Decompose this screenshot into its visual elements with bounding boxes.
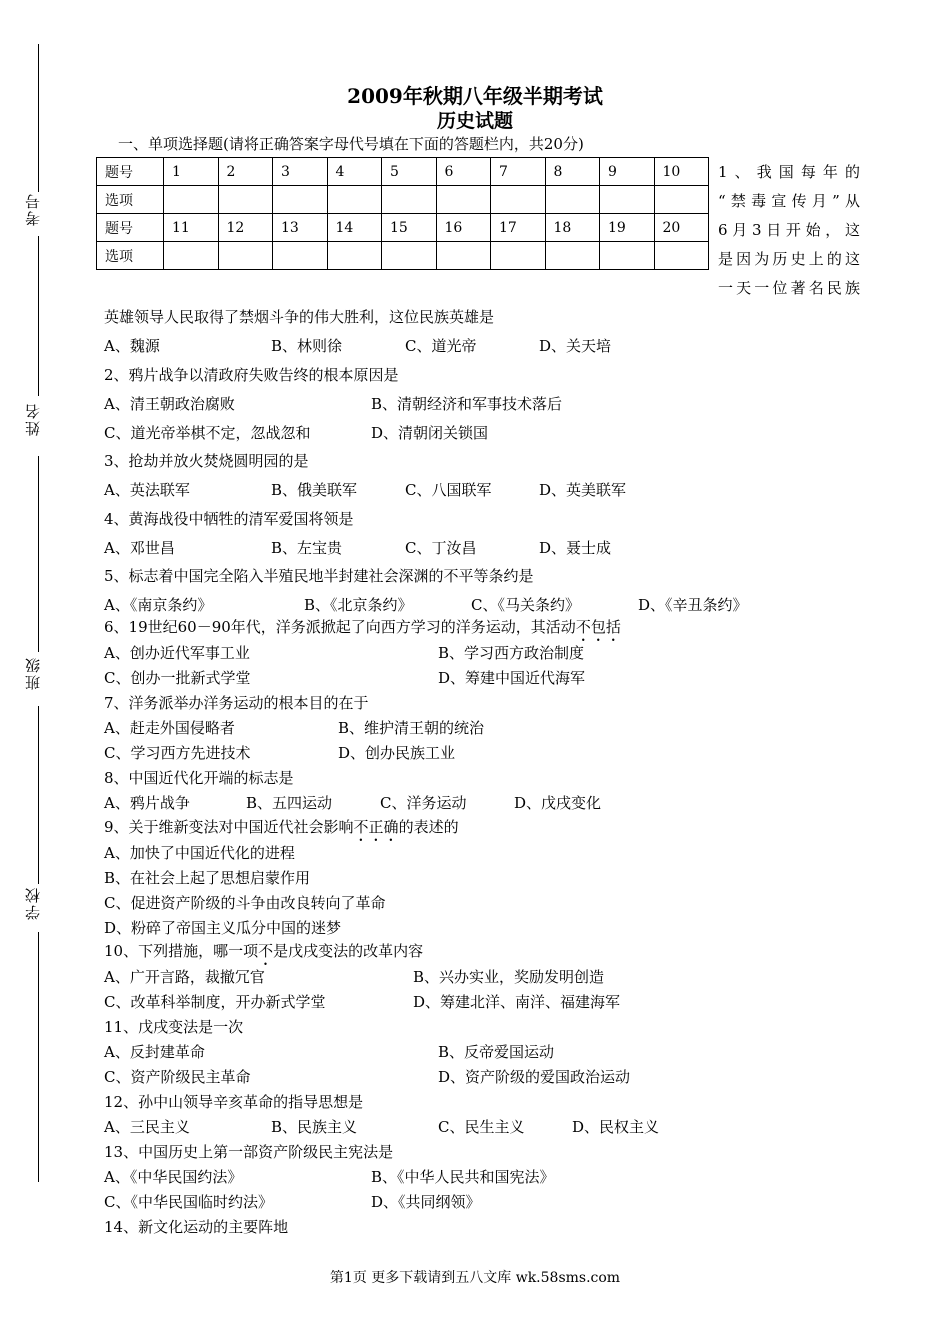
option: A、赶走外国侵略者 — [104, 719, 235, 737]
option: C、资产阶级民主革命 — [104, 1068, 251, 1086]
question-number-cell: 18 — [545, 214, 600, 242]
emphasis-text: 不 — [258, 942, 274, 960]
option: C、道光帝举棋不定，忽战忽和 — [104, 424, 311, 442]
question-10-stem — [104, 940, 423, 969]
exam-title: 2009年秋期八年级半期考试 — [347, 84, 603, 108]
text-line: 一天一位著名民族 — [718, 279, 860, 297]
text-line: 1、我国每年的 — [718, 163, 860, 181]
option: D、资产阶级的爱国政治运动 — [438, 1068, 631, 1086]
text-line: 6月3日开始，这 — [718, 221, 860, 239]
question-7-stem: 7、洋务派举办洋务运动的根本目的在于 — [104, 694, 369, 712]
answer-cell[interactable] — [545, 186, 600, 214]
question-number-cell: 3 — [273, 158, 328, 186]
option: B、俄美联军 — [271, 481, 358, 499]
question-1-side-text — [718, 158, 860, 303]
answer-cell[interactable] — [436, 186, 491, 214]
question-number-header: 题号 — [97, 214, 164, 242]
question-number-cell: 10 — [654, 158, 709, 186]
option: B、清朝经济和军事技术落后 — [371, 395, 563, 413]
option: D、关天培 — [539, 337, 612, 355]
option: C、八国联军 — [405, 481, 492, 499]
question-4-stem: 4、黄海战役中牺牲的清军爱国将领是 — [104, 510, 354, 528]
answer-cell[interactable] — [218, 242, 273, 270]
table-row — [97, 214, 709, 242]
answer-cell[interactable] — [491, 242, 546, 270]
question-11-stem: 11、戊戌变法是一次 — [104, 1018, 244, 1036]
text-line: 是因为历史上的这 — [718, 250, 860, 268]
question-number-cell: 16 — [436, 214, 491, 242]
answer-cell[interactable] — [382, 242, 437, 270]
option: B、《北京条约》 — [304, 596, 413, 614]
option: D、聂士成 — [539, 539, 612, 557]
exam-number-label: 考号 — [24, 192, 42, 226]
binding-line-1 — [38, 236, 39, 396]
question-6-stem — [104, 616, 621, 645]
answer-cell[interactable] — [600, 186, 655, 214]
question-12-stem: 12、孙中山领导辛亥革命的指导思想是 — [104, 1093, 364, 1111]
question-number-cell: 1 — [164, 158, 219, 186]
answer-table — [96, 157, 709, 270]
option: B、《中华人民共和国宪法》 — [371, 1168, 555, 1186]
answer-cell[interactable] — [164, 186, 219, 214]
option: C、丁汝昌 — [405, 539, 477, 557]
question-number-cell: 8 — [545, 158, 600, 186]
answer-choice-header: 选项 — [97, 186, 164, 214]
question-number-header: 题号 — [97, 158, 164, 186]
answer-cell[interactable] — [436, 242, 491, 270]
option: C、洋务运动 — [380, 794, 467, 812]
option: B、林则徐 — [271, 337, 343, 355]
exam-subtitle: 历史试题 — [436, 110, 513, 132]
page-footer: 第1页 更多下载请到五八文库 wk.58sms.com — [329, 1270, 621, 1286]
option: D、《辛丑条约》 — [638, 596, 748, 614]
option: A、魏源 — [104, 337, 160, 355]
question-number-cell: 13 — [273, 214, 328, 242]
binding-line-3 — [38, 706, 39, 884]
option: B、维护清王朝的统治 — [338, 719, 485, 737]
question-13-stem: 13、中国历史上第一部资产阶级民主宪法是 — [104, 1143, 394, 1161]
question-2-stem: 2、鸦片战争以清政府失败告终的根本原因是 — [104, 366, 399, 384]
table-row — [97, 242, 709, 270]
option: B、在社会上起了思想启蒙作用 — [104, 869, 311, 887]
question-8-stem: 8、中国近代化开端的标志是 — [104, 769, 294, 787]
option: A、三民主义 — [104, 1118, 190, 1136]
option: B、反帝爱国运动 — [438, 1043, 555, 1061]
binding-line-2 — [38, 456, 39, 652]
option: C、促进资产阶级的斗争由改良转向了革命 — [104, 894, 386, 912]
answer-choice-header: 选项 — [97, 242, 164, 270]
answer-cell[interactable] — [327, 186, 382, 214]
option: B、民族主义 — [271, 1118, 358, 1136]
option: C、创办一批新式学堂 — [104, 669, 251, 687]
option: B、五四运动 — [246, 794, 333, 812]
answer-cell[interactable] — [218, 186, 273, 214]
answer-cell[interactable] — [327, 242, 382, 270]
option: D、民权主义 — [572, 1118, 660, 1136]
option: A、《南京条约》 — [104, 596, 213, 614]
option: D、筹建北洋、南洋、福建海军 — [413, 993, 621, 1011]
emphasis-text: 不正确 — [353, 818, 399, 836]
stem-text: 9、关于维新变法对中国近代社会影响 — [104, 818, 354, 836]
answer-cell[interactable] — [654, 186, 709, 214]
option: D、粉碎了帝国主义瓜分中国的迷梦 — [104, 919, 342, 937]
option: A、英法联军 — [104, 481, 190, 499]
table-row — [97, 186, 709, 214]
option: C、民生主义 — [438, 1118, 525, 1136]
emphasis-text: 不包括 — [575, 618, 621, 636]
option: C、学习西方先进技术 — [104, 744, 251, 762]
option: B、兴办实业，奖励发明创造 — [413, 968, 605, 986]
option: A、邓世昌 — [104, 539, 175, 557]
answer-cell[interactable] — [600, 242, 655, 270]
stem-text: 是戊戌变法的改革内容 — [273, 942, 424, 960]
question-number-cell: 9 — [600, 158, 655, 186]
question-14-stem: 14、新文化运动的主要阵地 — [104, 1218, 289, 1236]
option: D、《共同纲领》 — [371, 1193, 481, 1211]
option: A、加快了中国近代化的进程 — [104, 844, 295, 862]
option: A、清王朝政治腐败 — [104, 395, 235, 413]
question-number-cell: 17 — [491, 214, 546, 242]
option: D、英美联军 — [539, 481, 627, 499]
option: C、《马关条约》 — [471, 596, 580, 614]
class-label: 班级 — [24, 656, 42, 690]
option: C、改革科举制度，开办新式学堂 — [104, 993, 326, 1011]
question-number-cell: 4 — [327, 158, 382, 186]
option: B、左宝贵 — [271, 539, 343, 557]
question-number-cell: 19 — [600, 214, 655, 242]
option: D、创办民族工业 — [338, 744, 456, 762]
answer-cell[interactable] — [654, 242, 709, 270]
question-3-stem: 3、抢劫并放火焚烧圆明园的是 — [104, 452, 309, 470]
option: A、《中华民国约法》 — [104, 1168, 243, 1186]
stem-text: 10、下列措施，哪一项 — [104, 942, 259, 960]
option: A、鸦片战争 — [104, 794, 190, 812]
question-number-cell: 20 — [654, 214, 709, 242]
school-label: 学校 — [24, 886, 42, 920]
option: D、戊戌变化 — [514, 794, 602, 812]
answer-cell[interactable] — [273, 242, 328, 270]
answer-cell[interactable] — [382, 186, 437, 214]
question-9-stem — [104, 816, 459, 845]
option: A、反封建革命 — [104, 1043, 205, 1061]
question-number-cell: 7 — [491, 158, 546, 186]
option: D、筹建中国近代海军 — [438, 669, 586, 687]
question-number-cell: 12 — [218, 214, 273, 242]
table-row — [97, 158, 709, 186]
question-number-cell: 2 — [218, 158, 273, 186]
stem-text: 6、19世纪60－90年代，洋务派掀起了向西方学习的洋务运动，其活动 — [104, 618, 576, 636]
stem-text: 的表述的 — [398, 818, 459, 836]
question-number-cell: 15 — [382, 214, 437, 242]
option: B、学习西方政治制度 — [438, 644, 585, 662]
question-5-stem: 5、标志着中国完全陷入半殖民地半封建社会深渊的不平等条约是 — [104, 567, 534, 585]
answer-cell[interactable] — [491, 186, 546, 214]
answer-cell[interactable] — [273, 186, 328, 214]
option: A、创办近代军事工业 — [104, 644, 250, 662]
student-name-label: 姓名 — [24, 402, 42, 436]
option: D、清朝闭关锁国 — [371, 424, 489, 442]
question-number-cell: 11 — [164, 214, 219, 242]
option: C、《中华民国临时约法》 — [104, 1193, 273, 1211]
binding-line-bottom — [38, 932, 39, 1182]
question-number-cell: 5 — [382, 158, 437, 186]
option: C、道光帝 — [405, 337, 477, 355]
section-heading: 一、单项选择题(请将正确答案字母代号填在下面的答题栏内，共20分) — [118, 135, 584, 153]
question-number-cell: 14 — [327, 214, 382, 242]
answer-cell[interactable] — [545, 242, 600, 270]
question-1-stem: 英雄领导人民取得了禁烟斗争的伟大胜利，这位民族英雄是 — [104, 308, 495, 326]
text-line: “禁毒宣传月”从 — [718, 192, 860, 210]
option: A、广开言路，裁撤冗官 — [104, 968, 265, 986]
question-number-cell: 6 — [436, 158, 491, 186]
answer-cell[interactable] — [164, 242, 219, 270]
